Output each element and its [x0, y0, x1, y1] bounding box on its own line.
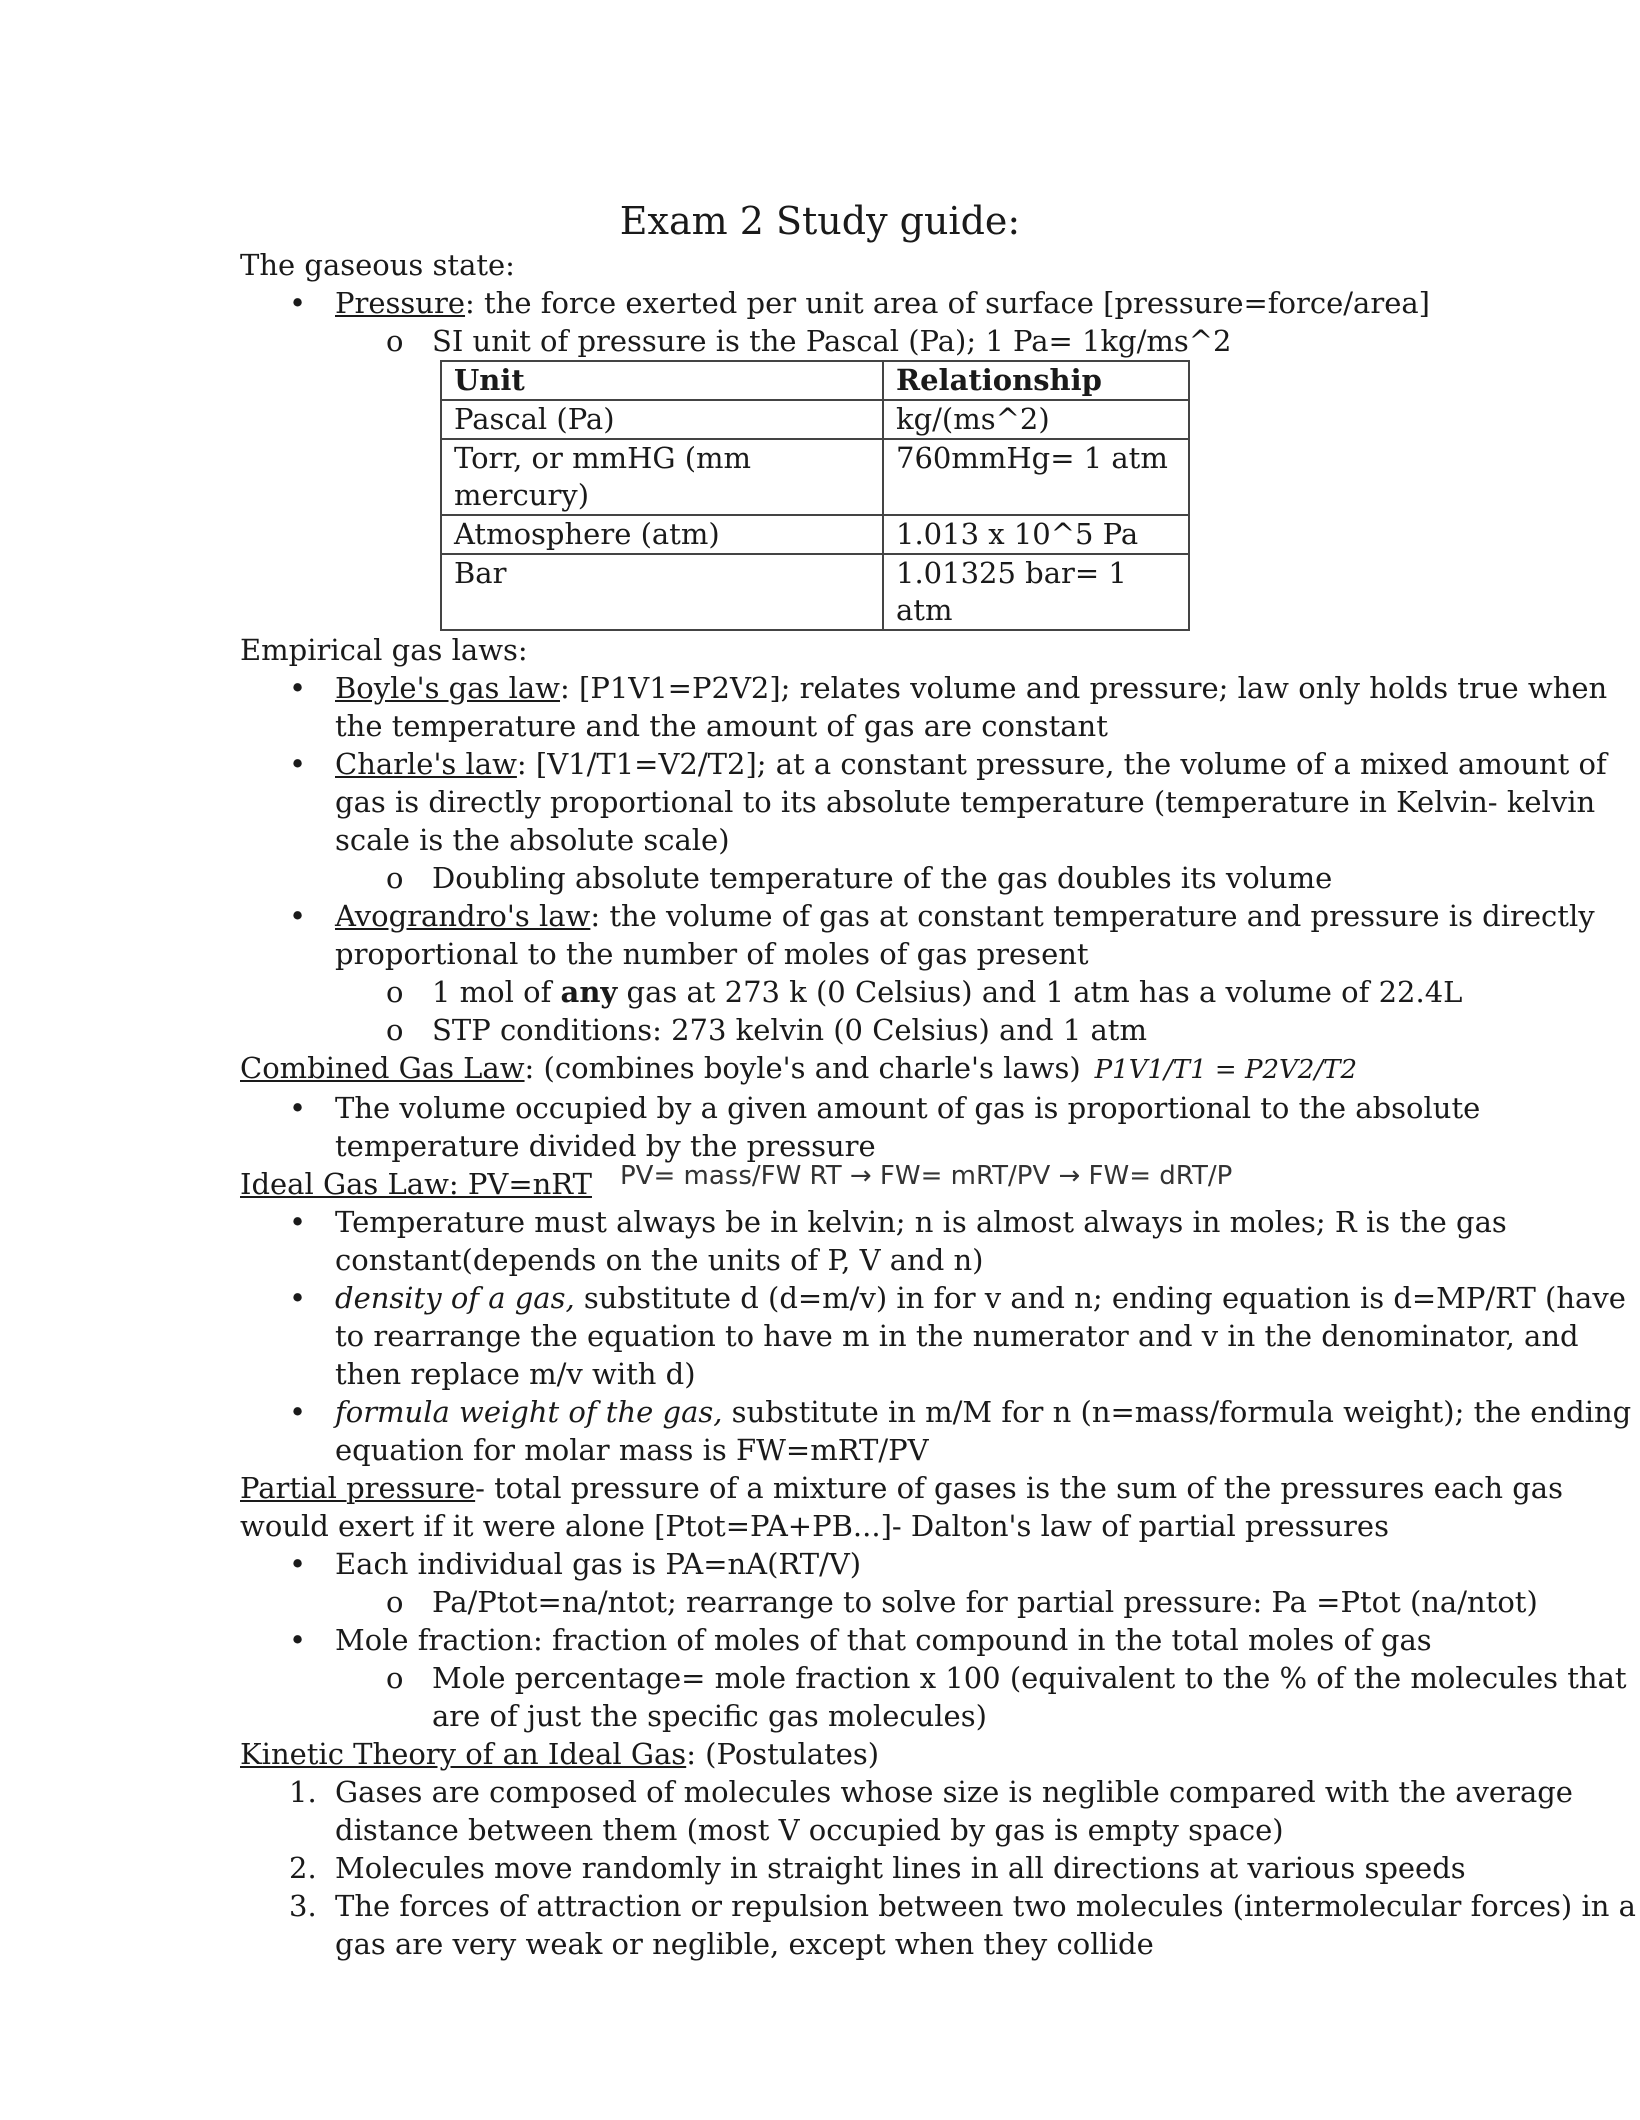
- gaseous-list: [240, 284, 1640, 360]
- list-item: • Temperature must always be in kelvin; n is almost always in moles; R is the gas constant(depends on the units of P, V and n): [335, 1203, 1640, 1279]
- list-item: o SI unit of pressure is the Pascal (Pa); 1 Pa= 1kg/ms^2: [432, 322, 1640, 360]
- list-item: o Pa/Ptot=na/ntot; rearrange to solve for partial pressure: Pa =Ptot (na/ntot): [432, 1583, 1640, 1621]
- list-item: [335, 1393, 1640, 1469]
- table-header-row: [441, 361, 1189, 400]
- ideal-gas-law-line: [240, 1161, 1640, 1203]
- list-item: [432, 973, 1640, 1011]
- table-header: Unit: [441, 361, 883, 400]
- list-item: o STP conditions: 273 kelvin (0 Celsius) and 1 atm: [432, 1011, 1640, 1049]
- combined-gas-law-line: [240, 1049, 1640, 1089]
- table-header: Relationship: [883, 361, 1189, 400]
- combined-definition: : (combines boyle's and charle's laws): [524, 1051, 1081, 1085]
- text-run: substitute d (d=m/v) in for v and n; ending equation is d=MP/RT (have to rearrange the equation to have m in the numerator and v in the denominator, and then replace m/v with d): [335, 1281, 1626, 1391]
- table-cell: 1.013 x 10^5 Pa: [883, 515, 1189, 554]
- item-number: 1.: [289, 1775, 317, 1809]
- table-row: [441, 554, 1189, 630]
- partial-list: [240, 1545, 1640, 1735]
- section-heading-gaseous: The gaseous state:: [240, 248, 515, 282]
- page-title: Exam 2 Study guide:: [619, 199, 1021, 243]
- term-kinetic: Kinetic Theory of an Ideal Gas: [240, 1737, 687, 1771]
- item-number: 3.: [289, 1889, 317, 1923]
- list-item: [289, 1849, 1640, 1887]
- combined-list: [240, 1089, 1640, 1165]
- list-item: • Each individual gas is PA=nA(RT/V): [335, 1545, 1640, 1583]
- list-item: [335, 745, 1640, 859]
- table-row: [441, 439, 1189, 515]
- table-cell: kg/(ms^2): [883, 400, 1189, 439]
- table-row: [441, 400, 1189, 439]
- table-cell: Torr, or mmHG (mm mercury): [441, 439, 883, 515]
- bold-text: any: [560, 975, 618, 1009]
- italic-term: density of a gas,: [335, 1281, 575, 1315]
- kinetic-list: [240, 1773, 1640, 1963]
- term-pressure: Pressure: [335, 286, 466, 320]
- list-item: [335, 669, 1640, 745]
- table-cell: Atmosphere (atm): [441, 515, 883, 554]
- empirical-list: [240, 669, 1640, 1049]
- table-cell: 760mmHg= 1 atm: [883, 439, 1189, 515]
- boyle-definition: : [P1V1=P2V2]; relates volume and pressure; law only holds true when the temperature and the amount of gas are constant: [335, 671, 1608, 743]
- text-run: gas at 273 k (0 Celsius) and 1 atm has a volume of 22.4L: [617, 975, 1463, 1009]
- table-row: [441, 515, 1189, 554]
- term-boyle: Boyle's gas law: [335, 671, 561, 705]
- section-heading-empirical: Empirical gas laws:: [240, 633, 528, 667]
- term-ideal: Ideal Gas Law: PV=nRT: [240, 1167, 592, 1201]
- list-item: [335, 284, 1640, 322]
- item-text: The forces of attraction or repulsion between two molecules (intermolecular forces) in a gas are very weak or neglible, except when they collide: [335, 1889, 1636, 1961]
- ideal-list: [240, 1203, 1640, 1469]
- term-charles: Charle's law: [335, 747, 517, 781]
- combined-formula: P1V1/T1 = P2V2/T2: [1094, 1055, 1357, 1085]
- text-run: 1 mol of: [432, 975, 561, 1009]
- term-combined: Combined Gas Law: [240, 1051, 525, 1085]
- pressure-definition: : the force exerted per unit area of surface [pressure=force/area]: [465, 286, 1430, 320]
- list-item: • The volume occupied by a given amount of gas is proportional to the absolute temperature divided by the pressure: [335, 1089, 1640, 1165]
- table-cell: Bar: [441, 554, 883, 630]
- table-cell: 1.01325 bar= 1 atm: [883, 554, 1189, 630]
- list-item: [335, 1279, 1640, 1393]
- kinetic-definition: : (Postulates): [686, 1737, 880, 1771]
- kinetic-theory-line: [240, 1735, 1640, 1773]
- item-text: Gases are composed of molecules whose size is neglible compared with the average distance between them (most V occupied by gas is empty space): [335, 1775, 1573, 1847]
- item-number: 2.: [289, 1851, 317, 1885]
- list-item: [335, 897, 1640, 973]
- list-item: [289, 1887, 1640, 1963]
- italic-term: formula weight of the gas,: [335, 1395, 723, 1429]
- text-run: substitute in m/M for n (n=mass/formula weight); the ending equation for molar mass is FW=mRT/PV: [335, 1395, 1632, 1467]
- term-partial: Partial pressure: [240, 1471, 476, 1505]
- item-text: Molecules move randomly in straight lines in all directions at various speeds: [335, 1851, 1466, 1885]
- term-avogadro: Avograndro's law: [335, 899, 591, 933]
- partial-definition: - total pressure of a mixture of gases is the sum of the pressures each gas would exert if it were alone [Ptot=PA+PB...]- Dalton's law of partial pressures: [240, 1471, 1563, 1543]
- table-cell: Pascal (Pa): [441, 400, 883, 439]
- list-item: o Mole percentage= mole fraction x 100 (equivalent to the % of the molecules that are of just the specific gas molecules): [432, 1659, 1640, 1735]
- list-item: • Mole fraction: fraction of moles of that compound in the total moles of gas: [335, 1621, 1640, 1659]
- avogadro-definition: : the volume of gas at constant temperature and pressure is directly proportional to the number of moles of gas present: [335, 899, 1595, 971]
- charles-definition: : [V1/T1=V2/T2]; at a constant pressure, the volume of a mixed amount of gas is directly proportional to its absolute temperature (temperature in Kelvin- kelvin scale is the absolute scale): [335, 747, 1607, 857]
- list-item: [289, 1773, 1640, 1849]
- list-item: o Doubling absolute temperature of the gas doubles its volume: [432, 859, 1640, 897]
- handwritten-note: PV= mass/FW RT → FW= mRT/PV → FW= dRT/P: [620, 1161, 1233, 1191]
- partial-pressure-line: [240, 1469, 1640, 1545]
- pressure-units-table: [440, 360, 1190, 631]
